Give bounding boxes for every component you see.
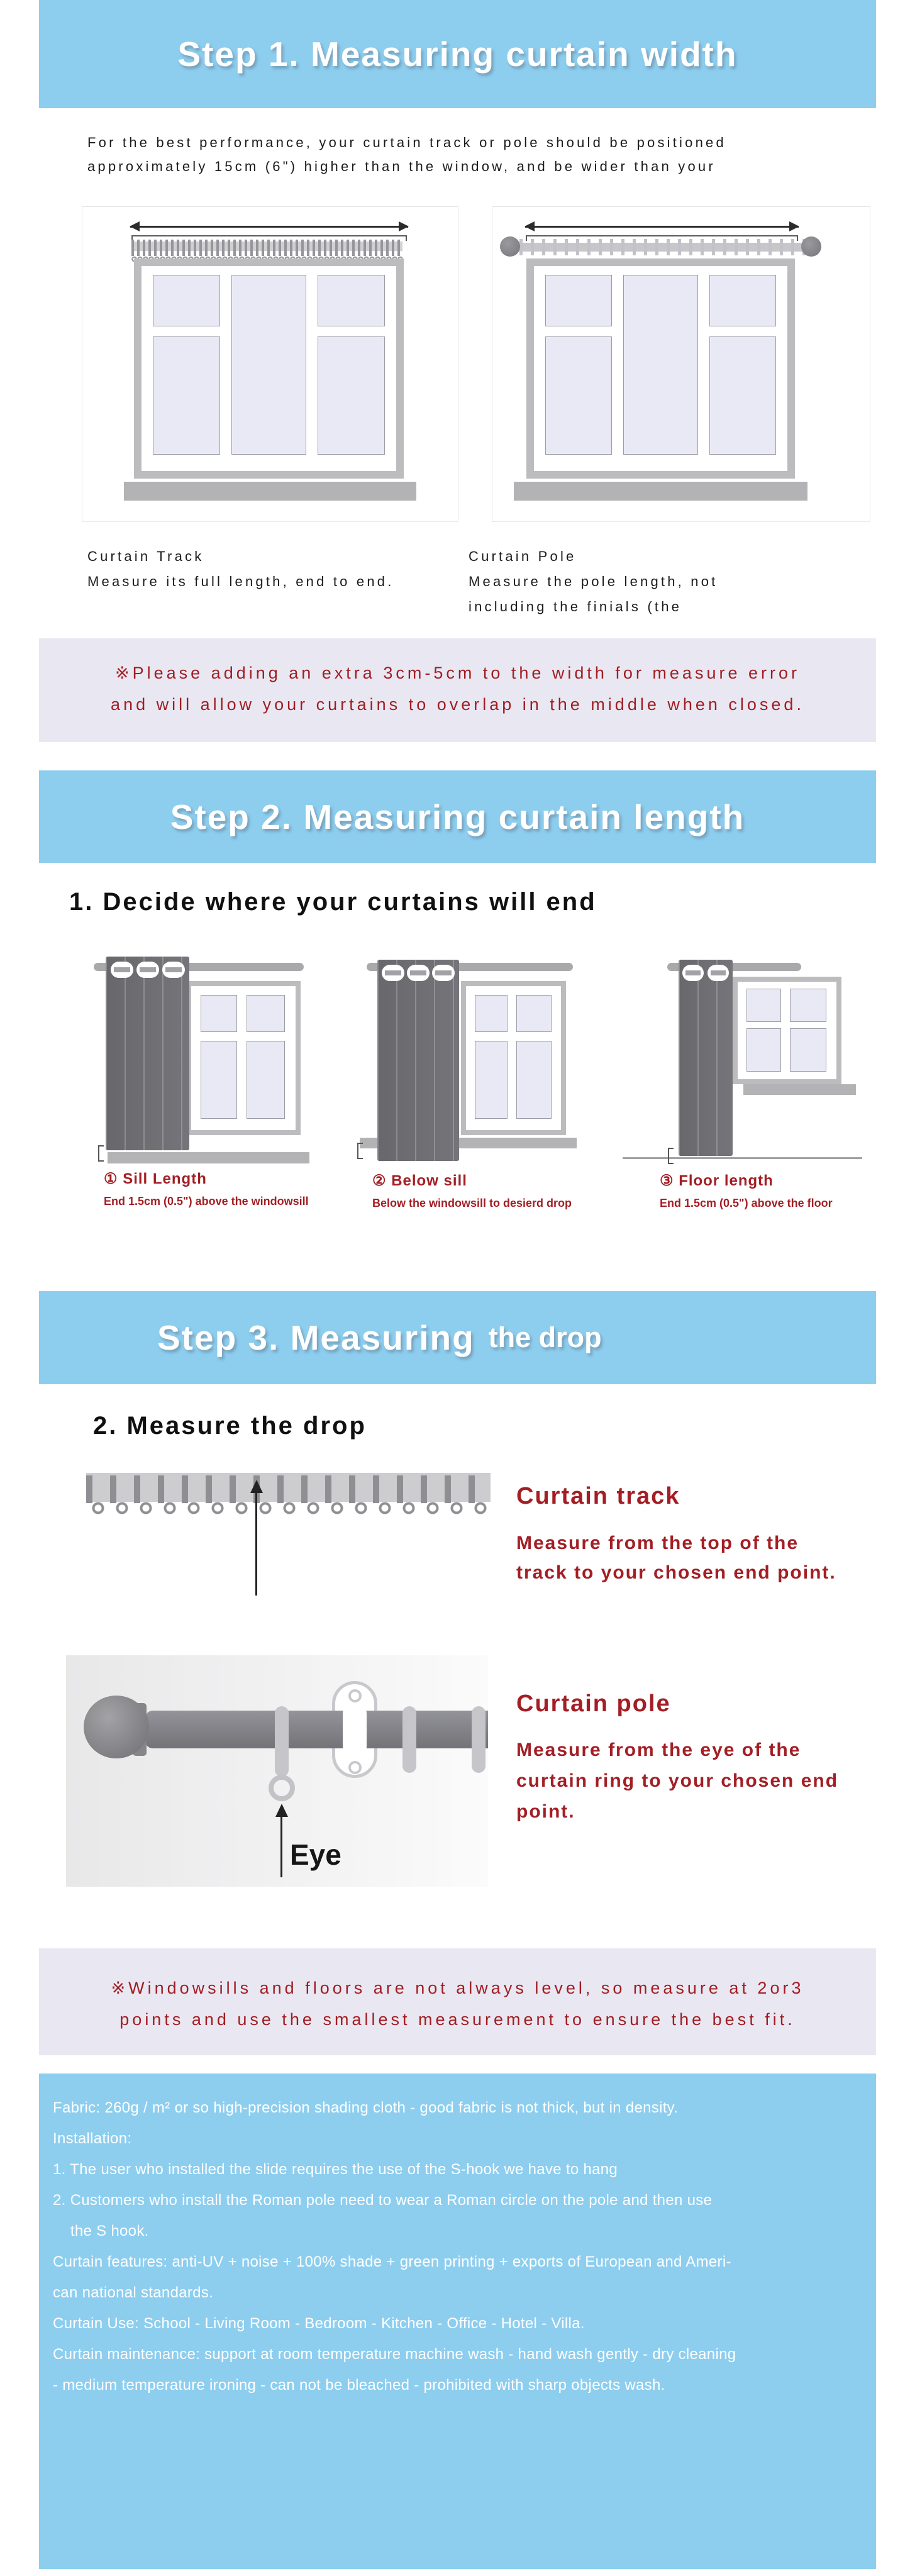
level-note-line-2: points and use the smallest measurement to ensure the best fit. — [119, 2010, 796, 2029]
info-line-install-1: 1. The user who installed the slide requires the use of the S-hook we have to hang — [53, 2161, 618, 2178]
drop-pole-figure — [66, 1655, 488, 1887]
option-3-desc: End 1.5cm (0.5") above the floor — [660, 1197, 833, 1209]
window-pane — [623, 275, 697, 455]
curtain-panel-graphic — [377, 960, 459, 1161]
window-pane — [475, 995, 508, 1033]
track-measure-line-1: Measure from the top of the — [516, 1533, 799, 1553]
eye-ring-graphic — [269, 1775, 295, 1801]
windowsill-graphic — [743, 1084, 856, 1095]
window-pane — [545, 275, 612, 326]
step1-header-title: Step 1. Measuring curtain width — [177, 35, 738, 74]
window-pane — [746, 989, 781, 1022]
window-pane — [790, 1028, 826, 1071]
width-note-line-2: and will allow your curtains to overlap in the middle when closed. — [111, 695, 804, 714]
track-up-arrow-icon — [255, 1492, 257, 1596]
step3-header-title: Step 3. Measuring — [157, 1318, 475, 1357]
window-pane — [516, 1041, 552, 1119]
window-pane — [153, 336, 220, 454]
track-caption-title: Curtain Track — [87, 548, 204, 564]
floor-line-graphic — [623, 1157, 862, 1159]
pole-caption-line: including the finials (the — [469, 599, 682, 614]
window-graphic — [134, 258, 404, 479]
window-graphic — [526, 258, 795, 479]
step1-header-band — [39, 0, 876, 108]
level-note-line-1: ※Windowsills and floors are not always level, so measure at 2or3 — [111, 1979, 804, 1997]
windowsill-graphic — [108, 1152, 309, 1163]
window-graphic — [186, 981, 301, 1135]
pole-caption-title: Curtain Pole — [469, 548, 577, 564]
window-graphic — [733, 977, 841, 1084]
level-note — [39, 1948, 876, 2055]
width-note — [39, 638, 876, 742]
step2-header-title: Step 2. Measuring curtain length — [170, 797, 745, 836]
option-1-desc: End 1.5cm (0.5") above the windowsill — [104, 1195, 309, 1208]
window-pane — [318, 336, 385, 454]
curtain-pole-label: Curtain pole — [516, 1690, 671, 1717]
info-line-maintenance-2: - medium temperature ironing - can not be bleached - prohibited with sharp objects wash. — [53, 2377, 665, 2394]
window-pane — [475, 1041, 508, 1119]
option-1-number: ① — [104, 1170, 118, 1187]
window-pane — [201, 1041, 237, 1119]
info-line-fabric: Fabric: 260g / m² or so high-precision shading cloth - good fabric is not thick, but in density. — [53, 2099, 679, 2116]
drop-track-rings-graphic — [86, 1502, 491, 1516]
step1-intro-line-1: For the best performance, your curtain track or pole should be positioned — [87, 135, 726, 150]
step3-header-band — [39, 1291, 876, 1384]
info-line-features-2: can national standards. — [53, 2284, 214, 2301]
window-pane — [709, 336, 776, 454]
windowsill-graphic — [514, 482, 807, 501]
curtain-pole-figure — [492, 206, 870, 522]
pole-measure-line-1: Measure from the eye of the — [516, 1740, 801, 1760]
pole-measure-line-2: curtain ring to your chosen end — [516, 1770, 839, 1791]
step3-header-subtitle: the drop — [488, 1321, 602, 1353]
info-line-installation: Installation: — [53, 2130, 132, 2147]
window-pane — [709, 275, 776, 326]
curtain-track-label: Curtain track — [516, 1483, 680, 1509]
option-2-number: ② — [372, 1172, 387, 1189]
measure-bracket-icon — [668, 1148, 674, 1164]
window-pane — [247, 995, 285, 1033]
info-line-maintenance-1: Curtain maintenance: support at room temperature machine wash - hand wash gently - dry cleaning — [53, 2346, 736, 2363]
floor-length-figure — [623, 947, 874, 1170]
eye-label: Eye — [290, 1838, 341, 1871]
below-sill-figure — [352, 947, 604, 1170]
curtain-pole-graphic — [145, 1711, 488, 1748]
window-pane — [545, 336, 612, 454]
measure-bracket-icon — [98, 1145, 104, 1162]
curtain-ring-graphic — [472, 1706, 486, 1773]
bracket-screw-icon — [348, 1689, 362, 1702]
pole-measure-line-3: point. — [516, 1801, 575, 1822]
info-line-features-1: Curtain features: anti-UV + noise + 100% shade + green printing + exports of European and Ameri- — [53, 2253, 731, 2270]
curtain-panel-graphic — [106, 957, 189, 1150]
grommet — [382, 965, 404, 981]
grommet — [111, 962, 133, 978]
window-pane — [790, 989, 826, 1022]
track-caption-line: Measure its full length, end to end. — [87, 574, 394, 589]
drop-track-gliders-graphic — [86, 1475, 491, 1503]
info-line-use: Curtain Use: School - Living Room - Bedroom - Kitchen - Office - Hotel - Villa. — [53, 2315, 585, 2332]
pole-finial-right — [801, 236, 821, 257]
option-1-title: ① Sill Length — [104, 1170, 207, 1187]
pole-bracket-front — [343, 1702, 367, 1758]
option-2-title: ② Below sill — [372, 1172, 467, 1189]
step1-intro-line-2: approximately 15cm (6") higher than the window, and be wider than your — [87, 158, 716, 174]
curtain-panel-graphic — [679, 960, 733, 1156]
window-pane — [153, 275, 220, 326]
grommet — [407, 965, 430, 981]
window-pane — [247, 1041, 285, 1119]
pole-finial-left — [500, 236, 520, 257]
width-arrow-icon — [130, 226, 408, 228]
grommet — [136, 962, 159, 978]
windowsill-graphic — [124, 482, 416, 501]
option-2-desc: Below the windowsill to desierd drop — [372, 1197, 572, 1209]
info-line-install-2b: the S hook. — [53, 2223, 149, 2240]
sill-length-figure — [75, 947, 327, 1170]
window-pane — [201, 995, 237, 1033]
track-gliders-graphic — [131, 240, 402, 256]
window-pane — [231, 275, 306, 455]
curtain-ring-graphic — [402, 1706, 416, 1773]
option-3-number: ③ — [660, 1172, 674, 1189]
grommet — [707, 965, 729, 981]
width-arrow-icon — [525, 226, 799, 228]
product-info-panel — [39, 2074, 876, 2569]
step2-header-band — [39, 770, 876, 863]
grommet — [682, 965, 704, 981]
grommet — [162, 962, 185, 978]
curtain-ring-graphic — [275, 1706, 289, 1777]
window-pane — [318, 275, 385, 326]
pole-rings-graphic — [511, 239, 811, 255]
step3-subheading: 2. Measure the drop — [93, 1412, 367, 1440]
info-line-install-2: 2. Customers who install the Roman pole need to wear a Roman circle on the pole and then use — [53, 2192, 713, 2209]
pole-finial-graphic — [84, 1696, 149, 1758]
width-note-line-1: ※Please adding an extra 3cm-5cm to the width for measure error — [115, 663, 800, 682]
eye-arrow-icon — [280, 1816, 282, 1877]
pole-caption-line: Measure the pole length, not — [469, 574, 718, 589]
bracket-screw-icon — [348, 1761, 362, 1774]
track-measure-line-2: track to your chosen end point. — [516, 1562, 836, 1583]
window-graphic — [461, 981, 566, 1135]
measure-bracket-icon — [357, 1143, 363, 1159]
step2-subheading: 1. Decide where your curtains will end — [69, 888, 597, 916]
window-pane — [516, 995, 552, 1033]
window-pane — [746, 1028, 781, 1071]
curtain-track-figure — [82, 206, 458, 522]
option-3-title: ③ Floor length — [660, 1172, 774, 1189]
grommet — [432, 965, 455, 981]
